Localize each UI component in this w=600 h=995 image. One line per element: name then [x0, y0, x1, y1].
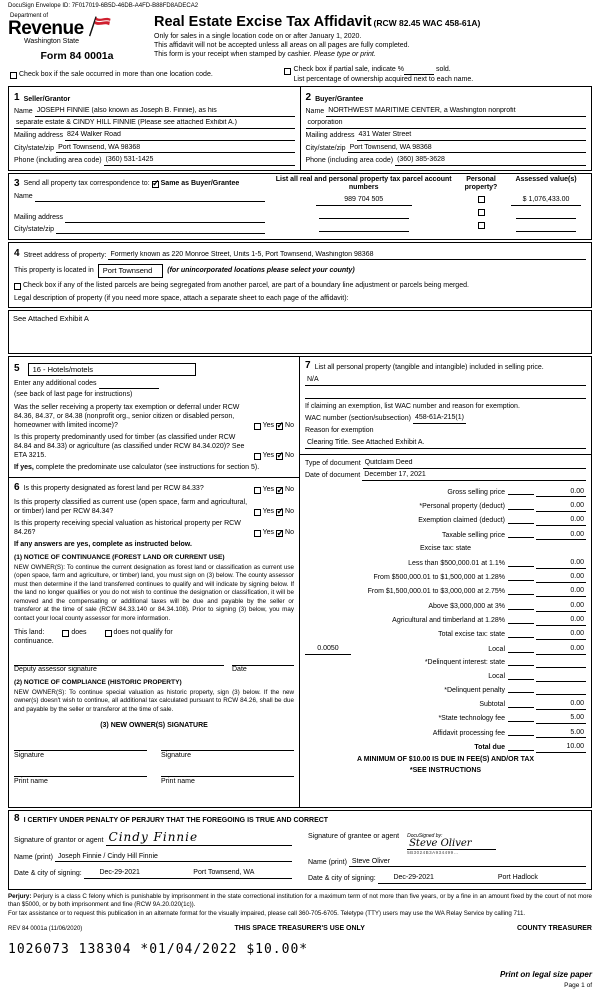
deputy-assessor-signature-field[interactable]	[14, 657, 224, 666]
multi-location-label: Check box if the sale occurred in more than one location code.	[19, 70, 213, 78]
tax-row-value[interactable]: 0.00	[536, 559, 586, 569]
new-owner-signature-field-1[interactable]	[14, 742, 147, 751]
personal-property-field-2[interactable]	[305, 389, 586, 399]
docusigned-by-label: DocuSigned by:	[407, 832, 443, 839]
correspondence-city-label: City/state/zip	[14, 225, 55, 233]
grantor-signature-field[interactable]	[106, 829, 292, 846]
send-correspondence-label: Send all property tax correspondence to:	[23, 180, 150, 188]
timber-yes-checkbox[interactable]	[254, 453, 261, 460]
reason-for-exemption-label: Reason for exemption	[305, 426, 374, 434]
tax-row-value[interactable]: 0.00	[536, 573, 586, 583]
deputy-assessor-label: Deputy assessor signature	[14, 665, 97, 673]
tax-row	[305, 700, 586, 710]
no-label: No	[285, 421, 294, 429]
tax-row	[305, 559, 586, 569]
grantee-date-city-label: Date & city of signing:	[308, 875, 376, 883]
minimum-due-note: A MINIMUM OF $10.00 IS DUE IN FEE(S) AND/OR TAX	[356, 755, 535, 763]
tax-row-value[interactable]: 10.00	[536, 743, 586, 753]
tax-row-label: From $1,500,000.01 to $3,000,000 at 2.75%	[367, 588, 505, 596]
buyer-name-field-2[interactable]: corporation	[306, 119, 587, 129]
buyer-name-label: Name	[305, 107, 325, 115]
current-use-question: Is this property classified as current use (open space, farm and agricultural, or timber) land per RCW 84.34?	[14, 498, 248, 515]
designation-section	[9, 477, 299, 786]
forest-land-no-checkbox[interactable]	[276, 487, 283, 494]
tax-row-label: *State technology fee	[438, 715, 505, 723]
exemption-question: Was the seller receiving a property tax exemption or deferral under RCW 84.36, 84.37, or 84.38 (nonprofit org., senior citizen or disabled person, homeowner with limited income)?	[14, 404, 240, 429]
header-note-1: Only for sales in a single location code on or after January 1, 2020.	[154, 32, 362, 40]
buyer-mailing-field[interactable]: 431 Water Street	[357, 131, 586, 141]
street-address-field[interactable]: Formerly known as 220 Monroe Street, Units 1-5, Port Townsend, Washington 98368	[108, 251, 586, 261]
form-revision-number: REV 84 0001a (11/06/2020)	[8, 925, 83, 932]
tax-row	[305, 673, 586, 682]
located-in-label: This property is located in	[14, 266, 94, 274]
seller-name-label: Name	[14, 107, 33, 115]
washington-state-label: Washington State	[24, 38, 79, 46]
yes-label: Yes	[262, 486, 275, 494]
no-label: No	[285, 529, 294, 537]
parties-section	[8, 86, 592, 170]
parcel-row-3	[271, 222, 586, 232]
parcel-row-2	[271, 209, 586, 219]
parcel-number-field[interactable]: 989 704 505	[316, 196, 412, 206]
historic-question-row	[14, 520, 294, 538]
same-as-buyer-label: Same as Buyer/Grantee	[160, 180, 240, 188]
yes-label: Yes	[262, 507, 275, 515]
seller-mailing-field[interactable]: 824 Walker Road	[65, 131, 294, 141]
tax-row-value[interactable]: 0.00	[536, 516, 586, 526]
print-name-label: Print name	[14, 777, 48, 785]
docusign-signature-id: 5B3024B3A934499...	[407, 850, 459, 856]
timber-question-row	[14, 434, 294, 460]
partial-sale-sold-label: sold.	[435, 65, 451, 73]
seller-city-label: City/state/zip	[14, 144, 55, 152]
reason-for-exemption-field[interactable]: Clearing Title. See Attached Exhibit A.	[305, 439, 586, 449]
notice-compliance-body: NEW OWNER(S): To continue special valuation as historic property, sign (3) below. If the new owner(s) doesn't wish to continue, all additional tax calculated pursuant to RCW 84.26, shall be due and payable by the seller or transferor at the time of sale.	[14, 688, 294, 713]
certify-statement: I CERTIFY UNDER PENALTY OF PERJURY THAT THE FOREGOING IS TRUE AND CORRECT	[23, 817, 329, 825]
current-use-yes-checkbox[interactable]	[254, 509, 261, 516]
tax-row-label: Total excise tax: state	[438, 631, 505, 639]
grantor-print-name-field[interactable]: Joseph Finnie / Cindy Hill Finnie	[55, 853, 292, 863]
tax-row-label: Taxable selling price	[441, 531, 505, 539]
partial-sale-label: Check box if partial sale, indicate %	[293, 65, 404, 73]
doc-type-label: Type of document	[305, 460, 361, 468]
tax-row-value[interactable]	[536, 659, 586, 668]
land-does-checkbox[interactable]	[62, 630, 69, 637]
local-rate-field[interactable]: 0.0050	[305, 645, 351, 655]
deputy-date-field[interactable]	[232, 657, 294, 666]
revenue-logo-block	[8, 13, 146, 63]
doc-date-label: Date of document	[305, 472, 361, 480]
seller-phone-label: Phone (including area code)	[14, 156, 102, 164]
tax-row-value[interactable]: 0.00	[536, 531, 586, 541]
signature-label: Signature	[161, 752, 191, 760]
ownership-note: List percentage of ownership acquired next to each name.	[293, 75, 474, 83]
personal-property-checkbox-3[interactable]	[478, 222, 485, 229]
tax-row-label: Total due	[474, 743, 505, 751]
assessed-value-field[interactable]: $ 1,076,433.00	[511, 196, 581, 206]
notice-compliance-title: (2) NOTICE OF COMPLIANCE (HISTORIC PROPERTY)	[14, 678, 182, 686]
tax-row-value[interactable]: 0.00	[536, 602, 586, 612]
revenue-wordmark: Revenue	[8, 18, 84, 39]
tax-row	[305, 729, 586, 739]
new-owner-print-name-field-2[interactable]	[161, 768, 294, 777]
personal-property-question: List all personal property (tangible and intangible) included in selling price.	[314, 364, 544, 372]
correspondence-mailing-field[interactable]	[65, 222, 265, 223]
grantee-date-field[interactable]: Dec-29-2021	[378, 874, 450, 884]
grantee-signature-block	[308, 826, 586, 884]
selling-price-section	[300, 357, 591, 807]
tax-row-value[interactable]: 0.00	[536, 488, 586, 498]
section-3-number: 3	[14, 178, 20, 190]
section-4-number: 4	[14, 247, 20, 259]
footer-row	[8, 925, 592, 934]
excise-tax-table	[305, 483, 586, 753]
legal-description-box[interactable]	[8, 310, 592, 354]
buyer-grantee-section	[300, 87, 592, 169]
deputy-assessor-row	[14, 657, 294, 675]
yes-label: Yes	[262, 529, 275, 537]
forest-land-yes-checkbox[interactable]	[254, 487, 261, 494]
grantee-print-name-field[interactable]: Steve Oliver	[349, 858, 586, 868]
historic-question: Is this property receiving special valuation as historical property per RCW 84.26?	[14, 520, 241, 537]
tax-row-label: *Delinquent interest: state	[424, 659, 505, 667]
seller-phone-field[interactable]: (360) 531-1425	[104, 156, 295, 166]
grantee-signature-label: Signature of grantee or agent	[308, 832, 400, 840]
current-use-no-checkbox[interactable]	[276, 509, 283, 516]
tax-row-label: Less than $500,000.01 at 1.1%	[408, 559, 505, 567]
tax-row-value[interactable]	[536, 686, 586, 695]
tax-row	[305, 686, 586, 695]
print-legal-size-note: Print on legal size paper	[499, 969, 592, 979]
tax-row-label: Gross selling price	[447, 488, 505, 496]
predominate-use-note: If yes, complete the predominate use calculator (see instructions for section 5).	[14, 463, 260, 471]
tax-row	[305, 531, 586, 541]
tax-row-value[interactable]: 0.00	[536, 502, 586, 512]
header-note-3: This form is your receipt when stamped by cashier. Please type or print.	[154, 50, 376, 58]
historic-yes-checkbox[interactable]	[254, 530, 261, 537]
excise-tax-state-header: Excise tax: state	[420, 545, 471, 553]
buyer-heading: Buyer/Grantee	[315, 95, 364, 103]
segregated-checkbox[interactable]	[14, 283, 21, 290]
docusign-envelope-id: DocuSign Envelope ID: 7F017019-6B5D-46DB-A4FD-B88FD8ADECA2	[8, 3, 199, 9]
land-does-not-checkbox[interactable]	[105, 630, 112, 637]
tax-row-label: Agricultural and timberland at 1.28%	[392, 617, 505, 625]
tax-row-value[interactable]: 0.00	[536, 700, 586, 710]
cashier-receipt-stamp: 1026073 138304 *01/04/2022 $10.00*	[8, 941, 309, 957]
title-block	[154, 13, 480, 63]
exemption-note: If claiming an exemption, list WAC number and reason for exemption.	[305, 402, 520, 410]
form-number: Form 84 0001a	[40, 49, 114, 62]
continuance-label: continuance.	[14, 638, 54, 646]
grantor-date-city-label: Date & city of signing:	[14, 870, 82, 878]
partial-sale-checkbox[interactable]	[284, 68, 291, 75]
land-use-select[interactable]: 16 - Hotels/motels	[28, 363, 196, 376]
buyer-name-field[interactable]: NORTHWEST MARITIME CENTER, a Washington nonprofit	[326, 107, 586, 117]
treasurer-space-label: THIS SPACE TREASURER'S USE ONLY	[234, 925, 365, 933]
correspondence-name-field[interactable]	[35, 201, 266, 202]
street-address-label: Street address of property:	[23, 251, 107, 259]
revenue-flag-icon	[86, 14, 112, 38]
tax-row-label: From $500,000.01 to $1,500,000 at 1.28%	[373, 574, 505, 582]
tax-row-value[interactable]: 5.00	[536, 729, 586, 739]
new-owner-print-name-field-1[interactable]	[14, 768, 147, 777]
tax-row-label: *Delinquent penalty	[444, 686, 505, 694]
forest-land-question-row	[14, 482, 294, 495]
multi-location-checkbox[interactable]	[10, 72, 17, 79]
location-select[interactable]: Port Townsend	[98, 264, 163, 277]
personal-property-checkbox-2[interactable]	[478, 209, 485, 216]
buyer-phone-field[interactable]: (360) 385-3628	[395, 156, 586, 166]
personal-property-field[interactable]: N/A	[305, 376, 586, 386]
personal-property-header: Personal property?	[464, 175, 498, 192]
see-instructions-note: *SEE INSTRUCTIONS	[409, 767, 482, 775]
unincorporated-note: (for unincorporated locations please select your county)	[167, 266, 355, 274]
exemption-yes-checkbox[interactable]	[254, 423, 261, 430]
tax-row	[305, 502, 586, 512]
tax-row	[305, 573, 586, 583]
correspondence-city-field[interactable]	[56, 233, 265, 234]
legal-description-label: Legal description of property (if you need more space, attach a separate sheet to each page of the affidavit):	[14, 294, 349, 302]
header-note-2: This affidavit will not be accepted unless all areas on all pages are fully completed.	[154, 41, 410, 49]
tax-row-total	[305, 743, 586, 753]
this-land-label: This land:	[14, 629, 45, 637]
does-label: does	[71, 629, 87, 637]
historic-no-checkbox[interactable]	[276, 530, 283, 537]
section-7-divider	[300, 454, 591, 455]
tax-row-label: Subtotal	[479, 700, 505, 708]
tax-row-value[interactable]: 0.00	[536, 645, 586, 655]
current-use-question-row	[14, 499, 294, 517]
tax-row-label: Above $3,000,000 at 3%	[428, 602, 505, 610]
grantee-signature-field[interactable]	[401, 833, 586, 856]
land-use-section	[14, 363, 294, 473]
tax-row-label: *Personal property (deduct)	[419, 502, 505, 510]
form-title-rcw: (RCW 82.45 WAC 458-61A)	[373, 17, 481, 28]
parcel-number-field-3[interactable]	[319, 224, 409, 232]
tax-row-value[interactable]: 0.00	[536, 630, 586, 640]
print-footer	[500, 970, 592, 990]
section-8-number: 8	[14, 813, 20, 825]
if-any-yes-note: If any answers are yes, complete as instructed below.	[14, 540, 192, 548]
exemption-no-checkbox[interactable]	[276, 423, 283, 430]
top-options-row	[8, 66, 592, 85]
new-owner-signature-field-2[interactable]	[161, 742, 294, 751]
seller-name-field[interactable]: JOSEPH FINNIE (also known as Joseph B. Finnie), as his	[35, 107, 295, 117]
tax-row	[305, 659, 586, 668]
buyer-phone-label: Phone (including area code)	[305, 156, 394, 164]
timber-question: Is this property predominantly used for timber (as classified under RCW 84.84 and 84.33) or agriculture (as classified under RCW 84.34.020)? See ETA 3215.	[14, 434, 245, 459]
grantee-signature-value: Steve Oliver	[407, 839, 495, 850]
new-owners-signature-grid	[14, 735, 294, 787]
tax-row-label: Exemption claimed (deduct)	[418, 517, 505, 525]
assessed-value-field-2[interactable]	[516, 211, 576, 219]
assessed-value-field-3[interactable]	[516, 224, 576, 232]
grantee-print-name-label: Name (print)	[308, 858, 347, 866]
seller-city-field[interactable]: Port Townsend, WA 98368	[56, 144, 294, 154]
parcel-numbers-header: List all real and personal property tax parcel account numbers	[275, 175, 452, 192]
certification-section	[8, 810, 592, 890]
notice-continuance-body: NEW OWNER(S): To continue the current designation as forest land or classification as current use (open space, farm and agriculture, or timber) land, you must sign on (3) below. The county assessor must then determine if the land transferred continues to qualify and will indicate by signing below. If the land no longer qualifies or you do not wish to continue the designation or classification, it will be removed and the compensating or additional taxes will be due and payable by the seller or transferor at the time of sale (RCW 84.33.140 or 84.34.108). Prior to signing (3) below, you may contact your local county assessor for more information.	[14, 563, 294, 622]
grantor-signature-label: Signature of grantor or agent	[14, 836, 104, 844]
same-as-buyer-checkbox[interactable]	[152, 181, 159, 188]
new-owners-signature-title: (3) NEW OWNER(S) SIGNATURE	[100, 722, 208, 730]
parcel-number-field-2[interactable]	[319, 211, 409, 219]
grantor-date-field[interactable]: Dec-29-2021	[84, 869, 156, 879]
tax-row-label: Local	[488, 673, 505, 681]
tax-row-label: Local	[488, 645, 505, 653]
seller-name-field-2[interactable]: separate estate & CINDY HILL FINNIE (Please see attached Exhibit A.)	[14, 119, 295, 129]
tax-assistance-note: For tax assistance or to request this publication in an alternate format for the visually impaired, please call 360-705-6705. Teletype (TTY) users may use the WA Relay Service by calling 711.	[8, 910, 526, 918]
tax-row	[305, 714, 586, 724]
wac-number-label: WAC number (section/subsection)	[305, 415, 411, 423]
doc-date-field[interactable]: December 17, 2021	[362, 471, 586, 481]
does-not-label: does not qualify for	[113, 629, 173, 637]
property-location-section	[8, 242, 592, 308]
tax-row-value[interactable]: 5.00	[536, 714, 586, 724]
wac-number-field[interactable]: 458-61A-215(1)	[413, 414, 466, 424]
section-6-number: 6	[14, 482, 20, 494]
additional-codes-field[interactable]	[99, 381, 159, 389]
tax-row	[305, 488, 586, 498]
notice-continuance-title: (1) NOTICE OF CONTINUANCE (FOREST LAND OR CURRENT USE)	[14, 553, 225, 561]
correspondence-name-label: Name	[14, 193, 33, 201]
grantor-city-field[interactable]: Port Townsend, WA	[156, 869, 292, 879]
additional-codes-label: Enter any additional codes	[14, 380, 97, 388]
timber-no-checkbox[interactable]	[276, 453, 283, 460]
grantor-signature-value: Cindy Finnie	[108, 829, 199, 844]
tax-row-value[interactable]: 0.00	[536, 616, 586, 626]
perjury-notice: Perjury: Perjury is a class C felony which is punishable by imprisonment in the state correctional institution for a maximum term of not more than five years, or by a fine in an amount fixed by the court of not more than $5000, or by both imprisonment and fine (RCW 9A.20.020(1c)).	[8, 893, 592, 909]
county-treasurer-label: COUNTY TREASURER	[517, 925, 592, 933]
no-label: No	[285, 486, 294, 494]
tax-row	[305, 602, 586, 612]
yes-label: Yes	[262, 451, 275, 459]
tax-row	[305, 630, 586, 640]
department-of-label: Department of	[10, 12, 49, 19]
codes-instructions-note: (see back of last page for instructions)	[14, 391, 133, 399]
doc-type-field[interactable]: Quitclaim Deed	[363, 459, 586, 469]
section-5-number: 5	[14, 363, 20, 375]
no-label: No	[285, 507, 294, 515]
segregated-label: Check box if any of the listed parcels are being segregated from another parcel, are part of a boundary line adjustment or parcels being merged.	[23, 281, 469, 289]
page-number: Page 1 of	[564, 981, 592, 989]
form-header	[8, 13, 592, 63]
print-name-label: Print name	[161, 777, 195, 785]
tax-row	[305, 587, 586, 597]
exemption-question-row	[14, 404, 294, 430]
yes-label: Yes	[262, 421, 275, 429]
partial-sale-percent-field[interactable]	[404, 67, 434, 75]
section-2-number: 2	[305, 91, 312, 103]
no-label: No	[285, 451, 294, 459]
signature-label: Signature	[14, 752, 44, 760]
parcel-table	[271, 176, 586, 235]
personal-property-checkbox-1[interactable]	[478, 196, 485, 203]
land-qualify-row	[14, 629, 294, 638]
deputy-date-label: Date	[232, 665, 247, 673]
section-1-number: 1	[14, 91, 20, 103]
buyer-city-field[interactable]: Port Townsend, WA 98368	[348, 144, 586, 154]
buyer-city-label: City/state/zip	[305, 144, 346, 152]
form-title: Real Estate Excise Tax Affidavit	[154, 13, 372, 30]
legal-description-value: See Attached Exhibit A	[13, 314, 89, 324]
tax-row-value[interactable]: 0.00	[536, 587, 586, 597]
tax-row	[305, 616, 586, 626]
seller-grantor-section	[9, 87, 300, 169]
tax-row-label: Affidavit processing fee	[432, 729, 505, 737]
tax-correspondence-section	[8, 173, 592, 241]
assessed-values-header: Assessed value(s)	[515, 175, 577, 183]
tax-row-value[interactable]	[536, 673, 586, 682]
tax-row-local	[305, 645, 586, 655]
correspondence-mailing-label: Mailing address	[14, 214, 64, 222]
seller-heading: Seller/Grantor	[23, 95, 71, 103]
use-and-tax-section	[8, 356, 592, 808]
buyer-mailing-label: Mailing address	[305, 132, 355, 140]
seller-mailing-label: Mailing address	[14, 132, 64, 140]
grantee-city-field[interactable]: Port Hadlock	[450, 874, 586, 884]
tax-row	[305, 516, 586, 526]
parcel-row-1	[271, 196, 586, 206]
grantor-print-name-label: Name (print)	[14, 853, 53, 861]
grantor-signature-block	[14, 826, 292, 884]
forest-land-question: Is this property designated as forest land per RCW 84.33?	[23, 485, 204, 493]
section-7-number: 7	[305, 360, 311, 372]
